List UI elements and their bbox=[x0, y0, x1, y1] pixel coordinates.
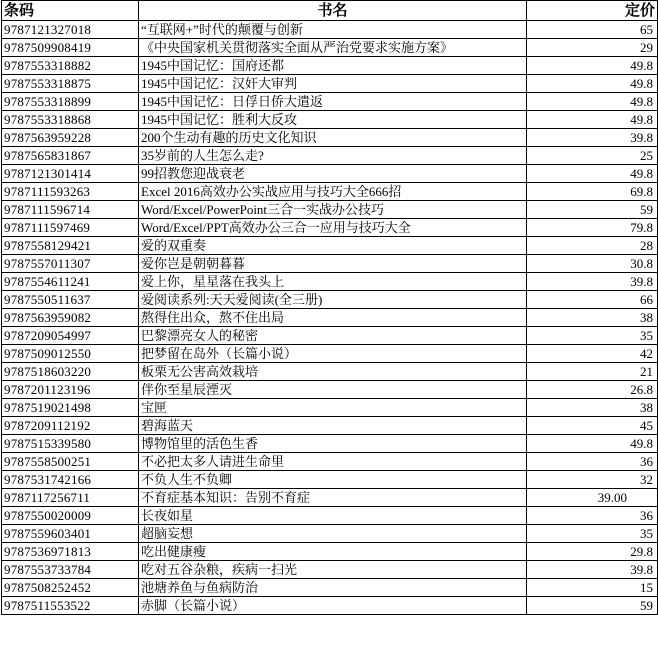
price-cell[interactable]: 15 bbox=[527, 579, 658, 597]
barcode-cell[interactable]: 9787201123196 bbox=[2, 381, 139, 399]
price-cell[interactable]: 59 bbox=[527, 597, 658, 615]
title-cell[interactable]: 爱上你，星星落在我头上 bbox=[139, 273, 527, 291]
header-price[interactable]: 定价 bbox=[527, 1, 658, 21]
table-row bbox=[2, 93, 658, 111]
title-cell[interactable]: 博物馆里的活色生香 bbox=[139, 435, 527, 453]
title-cell[interactable]: 熬得住出众，熬不住出局 bbox=[139, 309, 527, 327]
barcode-cell[interactable]: 9787563959228 bbox=[2, 129, 139, 147]
price-cell[interactable]: 49.8 bbox=[527, 165, 658, 183]
barcode-cell[interactable]: 9787511553522 bbox=[2, 597, 139, 615]
table-row bbox=[2, 309, 658, 327]
price-cell[interactable]: 36 bbox=[527, 453, 658, 471]
barcode-cell[interactable]: 9787531742166 bbox=[2, 471, 139, 489]
price-cell[interactable]: 49.8 bbox=[527, 111, 658, 129]
table-row bbox=[2, 183, 658, 201]
price-cell[interactable]: 39.8 bbox=[527, 129, 658, 147]
title-cell[interactable]: 巴黎漂亮女人的秘密 bbox=[139, 327, 527, 345]
title-cell[interactable]: 爱阅读系列:天天爱阅读(全三册) bbox=[139, 291, 527, 309]
price-cell[interactable]: 49.8 bbox=[527, 93, 658, 111]
barcode-cell[interactable]: 9787553318882 bbox=[2, 57, 139, 75]
table-row bbox=[2, 165, 658, 183]
barcode-cell[interactable]: 9787111597469 bbox=[2, 219, 139, 237]
table-row bbox=[2, 489, 658, 507]
price-cell[interactable]: 38 bbox=[527, 309, 658, 327]
price-cell[interactable]: 39.00 bbox=[527, 489, 658, 507]
price-cell[interactable]: 45 bbox=[527, 417, 658, 435]
title-cell[interactable]: 板栗无公害高效栽培 bbox=[139, 363, 527, 381]
price-cell[interactable]: 59 bbox=[527, 201, 658, 219]
barcode-cell[interactable]: 9787509908419 bbox=[2, 39, 139, 57]
title-cell[interactable]: 99招教您迎战衰老 bbox=[139, 165, 527, 183]
barcode-cell[interactable]: 9787209112192 bbox=[2, 417, 139, 435]
price-cell[interactable]: 79.8 bbox=[527, 219, 658, 237]
title-cell[interactable]: 1945中国记忆：胜利大反攻 bbox=[139, 111, 527, 129]
title-cell[interactable]: Word/Excel/PPT高效办公三合一应用与技巧大全 bbox=[139, 219, 527, 237]
table-row bbox=[2, 129, 658, 147]
table-row bbox=[2, 75, 658, 93]
table-row bbox=[2, 579, 658, 597]
title-cell[interactable]: 不育症基本知识：告别不育症 bbox=[139, 489, 527, 507]
title-cell[interactable]: 《中央国家机关贯彻落实全面从严治党要求实施方案》 bbox=[139, 39, 527, 57]
barcode-cell[interactable]: 9787121301414 bbox=[2, 165, 139, 183]
barcode-cell[interactable]: 9787553318899 bbox=[2, 93, 139, 111]
title-cell[interactable]: 吃对五谷杂粮，疾病一扫光 bbox=[139, 561, 527, 579]
price-cell[interactable]: 30.8 bbox=[527, 255, 658, 273]
title-cell[interactable]: 不必把太多人请进生命里 bbox=[139, 453, 527, 471]
price-cell[interactable]: 49.8 bbox=[527, 75, 658, 93]
price-cell[interactable]: 49.8 bbox=[527, 435, 658, 453]
barcode-cell[interactable]: 9787519021498 bbox=[2, 399, 139, 417]
price-cell[interactable]: 28 bbox=[527, 237, 658, 255]
barcode-cell[interactable]: 9787550020009 bbox=[2, 507, 139, 525]
barcode-cell[interactable]: 9787111593263 bbox=[2, 183, 139, 201]
price-cell[interactable]: 69.8 bbox=[527, 183, 658, 201]
table-row bbox=[2, 345, 658, 363]
table-row bbox=[2, 201, 658, 219]
table-row bbox=[2, 399, 658, 417]
book-price-table bbox=[1, 0, 658, 615]
price-cell[interactable]: 38 bbox=[527, 399, 658, 417]
table-row bbox=[2, 237, 658, 255]
table-row bbox=[2, 543, 658, 561]
table-row bbox=[2, 219, 658, 237]
title-cell[interactable]: 爱的双重奏 bbox=[139, 237, 527, 255]
title-cell[interactable]: 把梦留在岛外（长篇小说） bbox=[139, 345, 527, 363]
title-cell[interactable]: 吃出健康瘦 bbox=[139, 543, 527, 561]
table-row bbox=[2, 525, 658, 543]
barcode-cell[interactable]: 9787209054997 bbox=[2, 327, 139, 345]
price-cell[interactable]: 26.8 bbox=[527, 381, 658, 399]
title-cell[interactable]: 35岁前的人生怎么走? bbox=[139, 147, 527, 165]
table-row bbox=[2, 561, 658, 579]
title-cell[interactable]: 1945中国记忆：日俘日侨大遣返 bbox=[139, 93, 527, 111]
table-row bbox=[2, 21, 658, 39]
barcode-cell[interactable]: 9787563959082 bbox=[2, 309, 139, 327]
title-cell[interactable]: 1945中国记忆：国府还都 bbox=[139, 57, 527, 75]
table-row bbox=[2, 597, 658, 615]
price-cell[interactable]: 25 bbox=[527, 147, 658, 165]
table-row bbox=[2, 147, 658, 165]
barcode-cell[interactable]: 9787553318875 bbox=[2, 75, 139, 93]
table-row bbox=[2, 273, 658, 291]
header-code[interactable]: 条码 bbox=[2, 1, 139, 21]
table-row bbox=[2, 471, 658, 489]
title-cell[interactable]: Excel 2016高效办公实战应用与技巧大全666招 bbox=[139, 183, 527, 201]
header-row bbox=[2, 1, 658, 21]
table-row bbox=[2, 453, 658, 471]
barcode-cell[interactable]: 9787536971813 bbox=[2, 543, 139, 561]
barcode-cell[interactable]: 9787553318868 bbox=[2, 111, 139, 129]
price-cell[interactable]: 66 bbox=[527, 291, 658, 309]
table-row bbox=[2, 39, 658, 57]
barcode-cell[interactable]: 9787558129421 bbox=[2, 237, 139, 255]
title-cell[interactable]: 长夜如星 bbox=[139, 507, 527, 525]
price-cell[interactable]: 39.8 bbox=[527, 273, 658, 291]
table-row bbox=[2, 255, 658, 273]
price-cell[interactable]: 36 bbox=[527, 507, 658, 525]
title-cell[interactable]: 不负人生不负卿 bbox=[139, 471, 527, 489]
barcode-cell[interactable]: 9787554611241 bbox=[2, 273, 139, 291]
price-cell[interactable]: 21 bbox=[527, 363, 658, 381]
barcode-cell[interactable]: 9787509012550 bbox=[2, 345, 139, 363]
price-cell[interactable]: 35 bbox=[527, 327, 658, 345]
barcode-cell[interactable]: 9787518603220 bbox=[2, 363, 139, 381]
table-row bbox=[2, 111, 658, 129]
barcode-cell[interactable]: 9787550511637 bbox=[2, 291, 139, 309]
title-cell[interactable]: 伴你至星辰湮灭 bbox=[139, 381, 527, 399]
price-cell[interactable]: 65 bbox=[527, 21, 658, 39]
price-cell[interactable]: 39.8 bbox=[527, 561, 658, 579]
title-cell[interactable]: 碧海蓝天 bbox=[139, 417, 527, 435]
price-cell[interactable]: 32 bbox=[527, 471, 658, 489]
price-cell[interactable]: 29 bbox=[527, 39, 658, 57]
header-name[interactable]: 书名 bbox=[139, 1, 527, 21]
table-row bbox=[2, 417, 658, 435]
price-cell[interactable]: 42 bbox=[527, 345, 658, 363]
title-cell[interactable]: 赤脚（长篇小说） bbox=[139, 597, 527, 615]
price-cell[interactable]: 49.8 bbox=[527, 57, 658, 75]
title-cell[interactable]: Word/Excel/PowerPoint三合一实战办公技巧 bbox=[139, 201, 527, 219]
title-cell[interactable]: 爱你岂是朝朝暮暮 bbox=[139, 255, 527, 273]
table-row bbox=[2, 291, 658, 309]
table-row bbox=[2, 327, 658, 345]
barcode-cell[interactable]: 9787557011307 bbox=[2, 255, 139, 273]
title-cell[interactable]: “互联网+”时代的颠覆与创新 bbox=[139, 21, 527, 39]
title-cell[interactable]: 200个生动有趣的历史文化知识 bbox=[139, 129, 527, 147]
title-cell[interactable]: 超脑妄想 bbox=[139, 525, 527, 543]
table-row bbox=[2, 435, 658, 453]
barcode-cell[interactable]: 9787553733784 bbox=[2, 561, 139, 579]
title-cell[interactable]: 1945中国记忆：汉奸大审判 bbox=[139, 75, 527, 93]
barcode-cell[interactable]: 9787558500251 bbox=[2, 453, 139, 471]
barcode-cell[interactable]: 9787515339580 bbox=[2, 435, 139, 453]
title-cell[interactable]: 池塘养鱼与鱼病防治 bbox=[139, 579, 527, 597]
barcode-cell[interactable]: 9787508252452 bbox=[2, 579, 139, 597]
barcode-cell[interactable]: 9787559603401 bbox=[2, 525, 139, 543]
table-row bbox=[2, 507, 658, 525]
title-cell[interactable]: 宝匣 bbox=[139, 399, 527, 417]
barcode-cell[interactable]: 9787121327018 bbox=[2, 21, 139, 39]
table-body bbox=[2, 21, 658, 615]
price-cell[interactable]: 35 bbox=[527, 525, 658, 543]
table-row bbox=[2, 57, 658, 75]
barcode-cell[interactable]: 9787117256711 bbox=[2, 489, 139, 507]
table-row bbox=[2, 381, 658, 399]
barcode-cell[interactable]: 9787111596714 bbox=[2, 201, 139, 219]
barcode-cell[interactable]: 9787565831867 bbox=[2, 147, 139, 165]
price-cell[interactable]: 29.8 bbox=[527, 543, 658, 561]
table-row bbox=[2, 363, 658, 381]
